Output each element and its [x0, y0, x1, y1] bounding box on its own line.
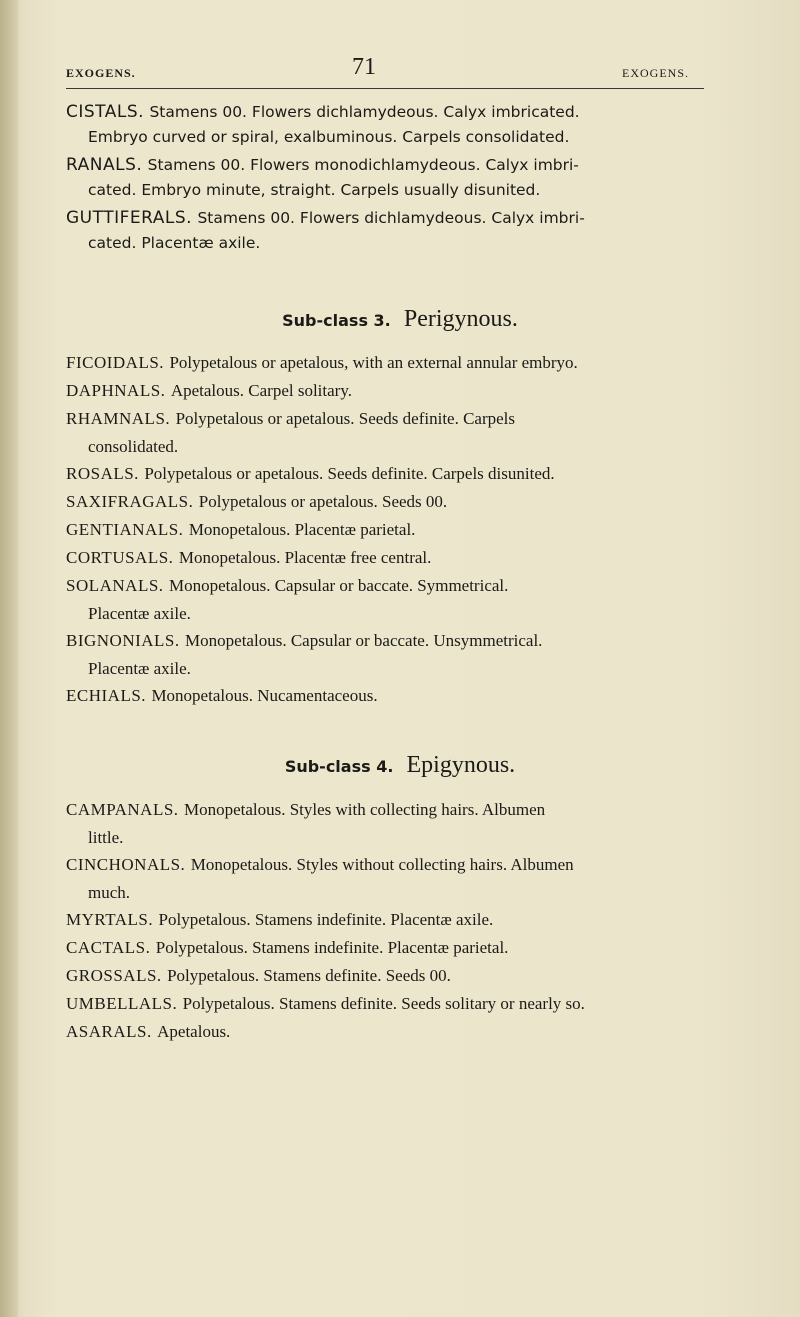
entry-text: Stamens 00. Flowers monodichlamydeous. Calyx imbri- [147, 156, 579, 174]
entry-text: Monopetalous. Placentæ parietal. [188, 520, 416, 539]
subclass-title: Perigynous. [403, 306, 518, 332]
entry-continuation: Placentæ axile. [88, 659, 191, 678]
entry-text: Monopetalous. Capsular or baccate. Symmetrical. [168, 576, 509, 595]
entry-solanals [66, 572, 716, 627]
entry-continuation: cated. Embryo minute, straight. Carpels usually disunited. [88, 181, 541, 199]
page-number: 71 [352, 54, 376, 80]
entry-name: ECHIALS. [66, 686, 147, 705]
entry-umbellals [66, 990, 716, 1018]
entry-name: GUTTIFERALS. [66, 208, 193, 228]
entry-name: BIGNONIALS. [66, 631, 180, 650]
entry-name: CACTALS. [66, 938, 151, 957]
entry-text: Monopetalous. Styles without collecting hairs. Albumen [190, 855, 574, 874]
entry-saxifragals [66, 488, 716, 516]
entry-continuation: Placentæ axile. [88, 604, 191, 623]
entry-grossals [66, 962, 716, 990]
entry-cortusals [66, 544, 716, 572]
section-2 [66, 349, 716, 710]
entry-rosals [66, 460, 716, 488]
entry-text: Polypetalous. Stamens definite. Seeds solitary or nearly so. [182, 994, 585, 1013]
entry-text: Monopetalous. Nucamentaceous. [151, 686, 378, 705]
entry-text: Apetalous. [157, 1022, 231, 1041]
page-spine-shadow [0, 0, 18, 1317]
running-head-left: EXOGENS. [66, 66, 136, 80]
entry-text: Polypetalous. Stamens indefinite. Placentæ parietal. [155, 938, 509, 957]
entry-guttiferals [66, 206, 716, 256]
entry-text: Polypetalous or apetalous, with an external annular embryo. [169, 353, 578, 372]
entry-asarals [66, 1018, 716, 1046]
entry-myrtals [66, 906, 716, 934]
entry-text: Stamens 00. Flowers dichlamydeous. Calyx imbri- [197, 209, 585, 227]
entry-cistals [66, 100, 716, 150]
entry-name: UMBELLALS. [66, 994, 178, 1013]
entry-name: GROSSALS. [66, 966, 162, 985]
entry-name: RHAMNALS. [66, 409, 171, 428]
subclass-label: Sub-class 3. [282, 311, 391, 330]
entry-name: ASARALS. [66, 1022, 152, 1041]
entry-text: Monopetalous. Styles with collecting hairs. Albumen [183, 800, 546, 819]
entry-name: CORTUSALS. [66, 548, 174, 567]
entry-text: Polypetalous or apetalous. Seeds definite. Carpels disunited. [144, 464, 555, 483]
entry-name: CISTALS. [66, 102, 145, 122]
entry-name: FICOIDALS. [66, 353, 165, 372]
entry-echials [66, 682, 716, 710]
entry-text: Apetalous. Carpel solitary. [170, 381, 352, 400]
entry-text: Polypetalous or apetalous. Seeds definite. Carpels [175, 409, 516, 428]
entry-cinchonals [66, 851, 716, 906]
entry-continuation: cated. Placentæ axile. [88, 234, 261, 252]
entry-name: GENTIANALS. [66, 520, 184, 539]
entry-name: CINCHONALS. [66, 855, 186, 874]
entry-name: SAXIFRAGALS. [66, 492, 194, 511]
entry-name: DAPHNALS. [66, 381, 166, 400]
entry-name: ROSALS. [66, 464, 139, 483]
entry-text: Polypetalous. Stamens definite. Seeds 00. [167, 966, 451, 985]
subclass-title: Epigynous. [406, 752, 516, 778]
entry-text: Monopetalous. Placentæ free central. [178, 548, 432, 567]
entry-rhamnals [66, 405, 716, 460]
entry-text: Stamens 00. Flowers dichlamydeous. Calyx imbricated. [149, 103, 580, 121]
header-rule [66, 88, 704, 89]
entry-gentianals [66, 516, 716, 544]
section-1 [66, 100, 716, 259]
running-head-right: EXOGENS. [622, 66, 689, 80]
entry-continuation: little. [88, 828, 124, 847]
entry-campanals [66, 796, 716, 851]
entry-continuation: much. [88, 883, 131, 902]
entry-bignonials [66, 627, 716, 682]
entry-cactals [66, 934, 716, 962]
section-3-heading [0, 752, 800, 779]
section-3 [66, 796, 716, 1046]
entry-continuation: consolidated. [88, 437, 179, 456]
entry-name: SOLANALS. [66, 576, 164, 595]
entry-ranals [66, 153, 716, 203]
subclass-label: Sub-class 4. [284, 757, 394, 776]
entry-daphnals [66, 377, 716, 405]
entry-name: RANALS. [66, 155, 143, 175]
entry-text: Monopetalous. Capsular or baccate. Unsymmetrical. [185, 631, 543, 650]
entry-text: Polypetalous. Stamens indefinite. Placentæ axile. [158, 910, 494, 929]
entry-name: MYRTALS. [66, 910, 154, 929]
section-2-heading [0, 306, 800, 333]
entry-name: CAMPANALS. [66, 800, 179, 819]
entry-ficoidals [66, 349, 716, 377]
entry-continuation: Embryo curved or spiral, exalbuminous. Carpels consolidated. [88, 128, 570, 146]
entry-text: Polypetalous or apetalous. Seeds 00. [198, 492, 448, 511]
